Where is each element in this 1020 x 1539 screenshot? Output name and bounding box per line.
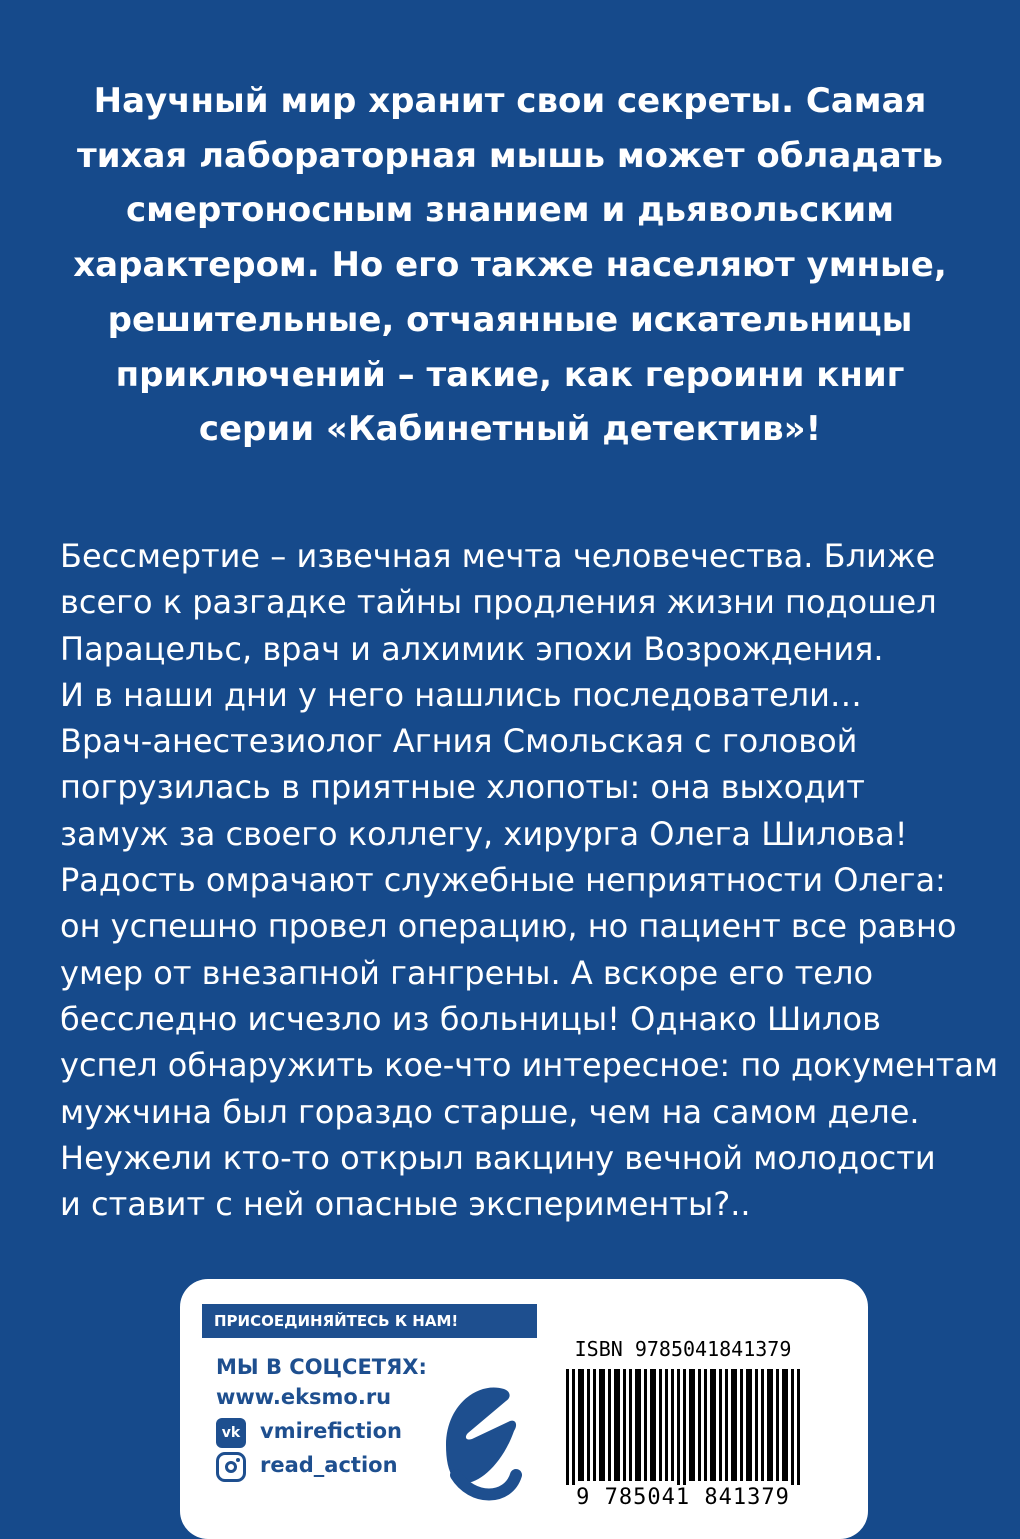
intro-line: тихая лабораторная мышь может обладать — [77, 135, 943, 176]
annotation-line: Врач-анестезиолог Агния Смольская с головой — [60, 722, 858, 761]
intro-line: смертоносным знанием и дьявольским — [125, 190, 895, 231]
eksmo-logo-icon — [438, 1375, 522, 1515]
annotation-line: Парацельс, врач и алхимик эпохи Возрождения. — [60, 629, 884, 668]
vk-handle-link[interactable]: vmirefiction — [260, 1419, 402, 1443]
annotation-line: погрузилась в приятные хлопоты: она выходит — [60, 768, 865, 807]
intro-line: приключений – такие, как героини книг — [115, 354, 905, 395]
intro-line: решительные, отчаянные искательницы — [107, 299, 913, 340]
annotation-line: умер от внезапной гангрены. А вскоре его тело — [60, 953, 874, 992]
social-heading: МЫ В СОЦСЕТЯХ: — [216, 1355, 427, 1379]
publisher-info-panel — [180, 1279, 868, 1539]
website-link[interactable]: www.eksmo.ru — [216, 1385, 392, 1409]
intro-line: Научный мир хранит свои секреты. Самая — [93, 81, 927, 121]
vk-icon: vk — [216, 1418, 246, 1448]
instagram-handle-link[interactable]: read_action — [260, 1453, 398, 1477]
annotation-line: бесследно исчезло из больницы! Однако Шилов — [60, 999, 881, 1038]
isbn-label: ISBN 9785041841379 — [574, 1337, 792, 1361]
join-us-banner: ПРИСОЕДИНЯЙТЕСЬ К НАМ! — [202, 1304, 537, 1338]
intro-line: характером. Но его также населяют умные, — [73, 245, 947, 286]
annotation-line: И в наши дни у него нашлись последователи… — [60, 675, 862, 714]
annotation-line: мужчина был гораздо старше, чем на самом деле. — [60, 1092, 920, 1131]
annotation-line: замуж за своего коллегу, хирурга Олега Шилова! — [60, 814, 908, 853]
series-intro — [60, 74, 960, 457]
isbn-barcode — [552, 1337, 814, 1527]
barcode-digits: 9 785041 841379 — [552, 1485, 814, 1510]
annotation-line: он успешно провел операцию, но пациент все равно — [60, 907, 957, 946]
annotation-line: всего к разгадке тайны продления жизни подошел — [60, 583, 937, 622]
intro-line: серии «Кабинетный детектив»! — [198, 409, 822, 450]
instagram-icon — [216, 1452, 246, 1482]
annotation-line: успел обнаружить кое-что интересное: по документам — [60, 1046, 999, 1085]
annotation-line: и ставит с ней опасные эксперименты?.. — [60, 1185, 751, 1224]
annotation-line: Радость омрачают служебные неприятности Олега: — [60, 861, 946, 900]
barcode-bars — [552, 1369, 814, 1497]
annotation-line: Неужели кто-то открыл вакцину вечной молодости — [60, 1138, 936, 1177]
annotation-line: Бессмертие – извечная мечта человечества. Ближе — [60, 537, 936, 575]
book-annotation — [60, 533, 999, 1227]
